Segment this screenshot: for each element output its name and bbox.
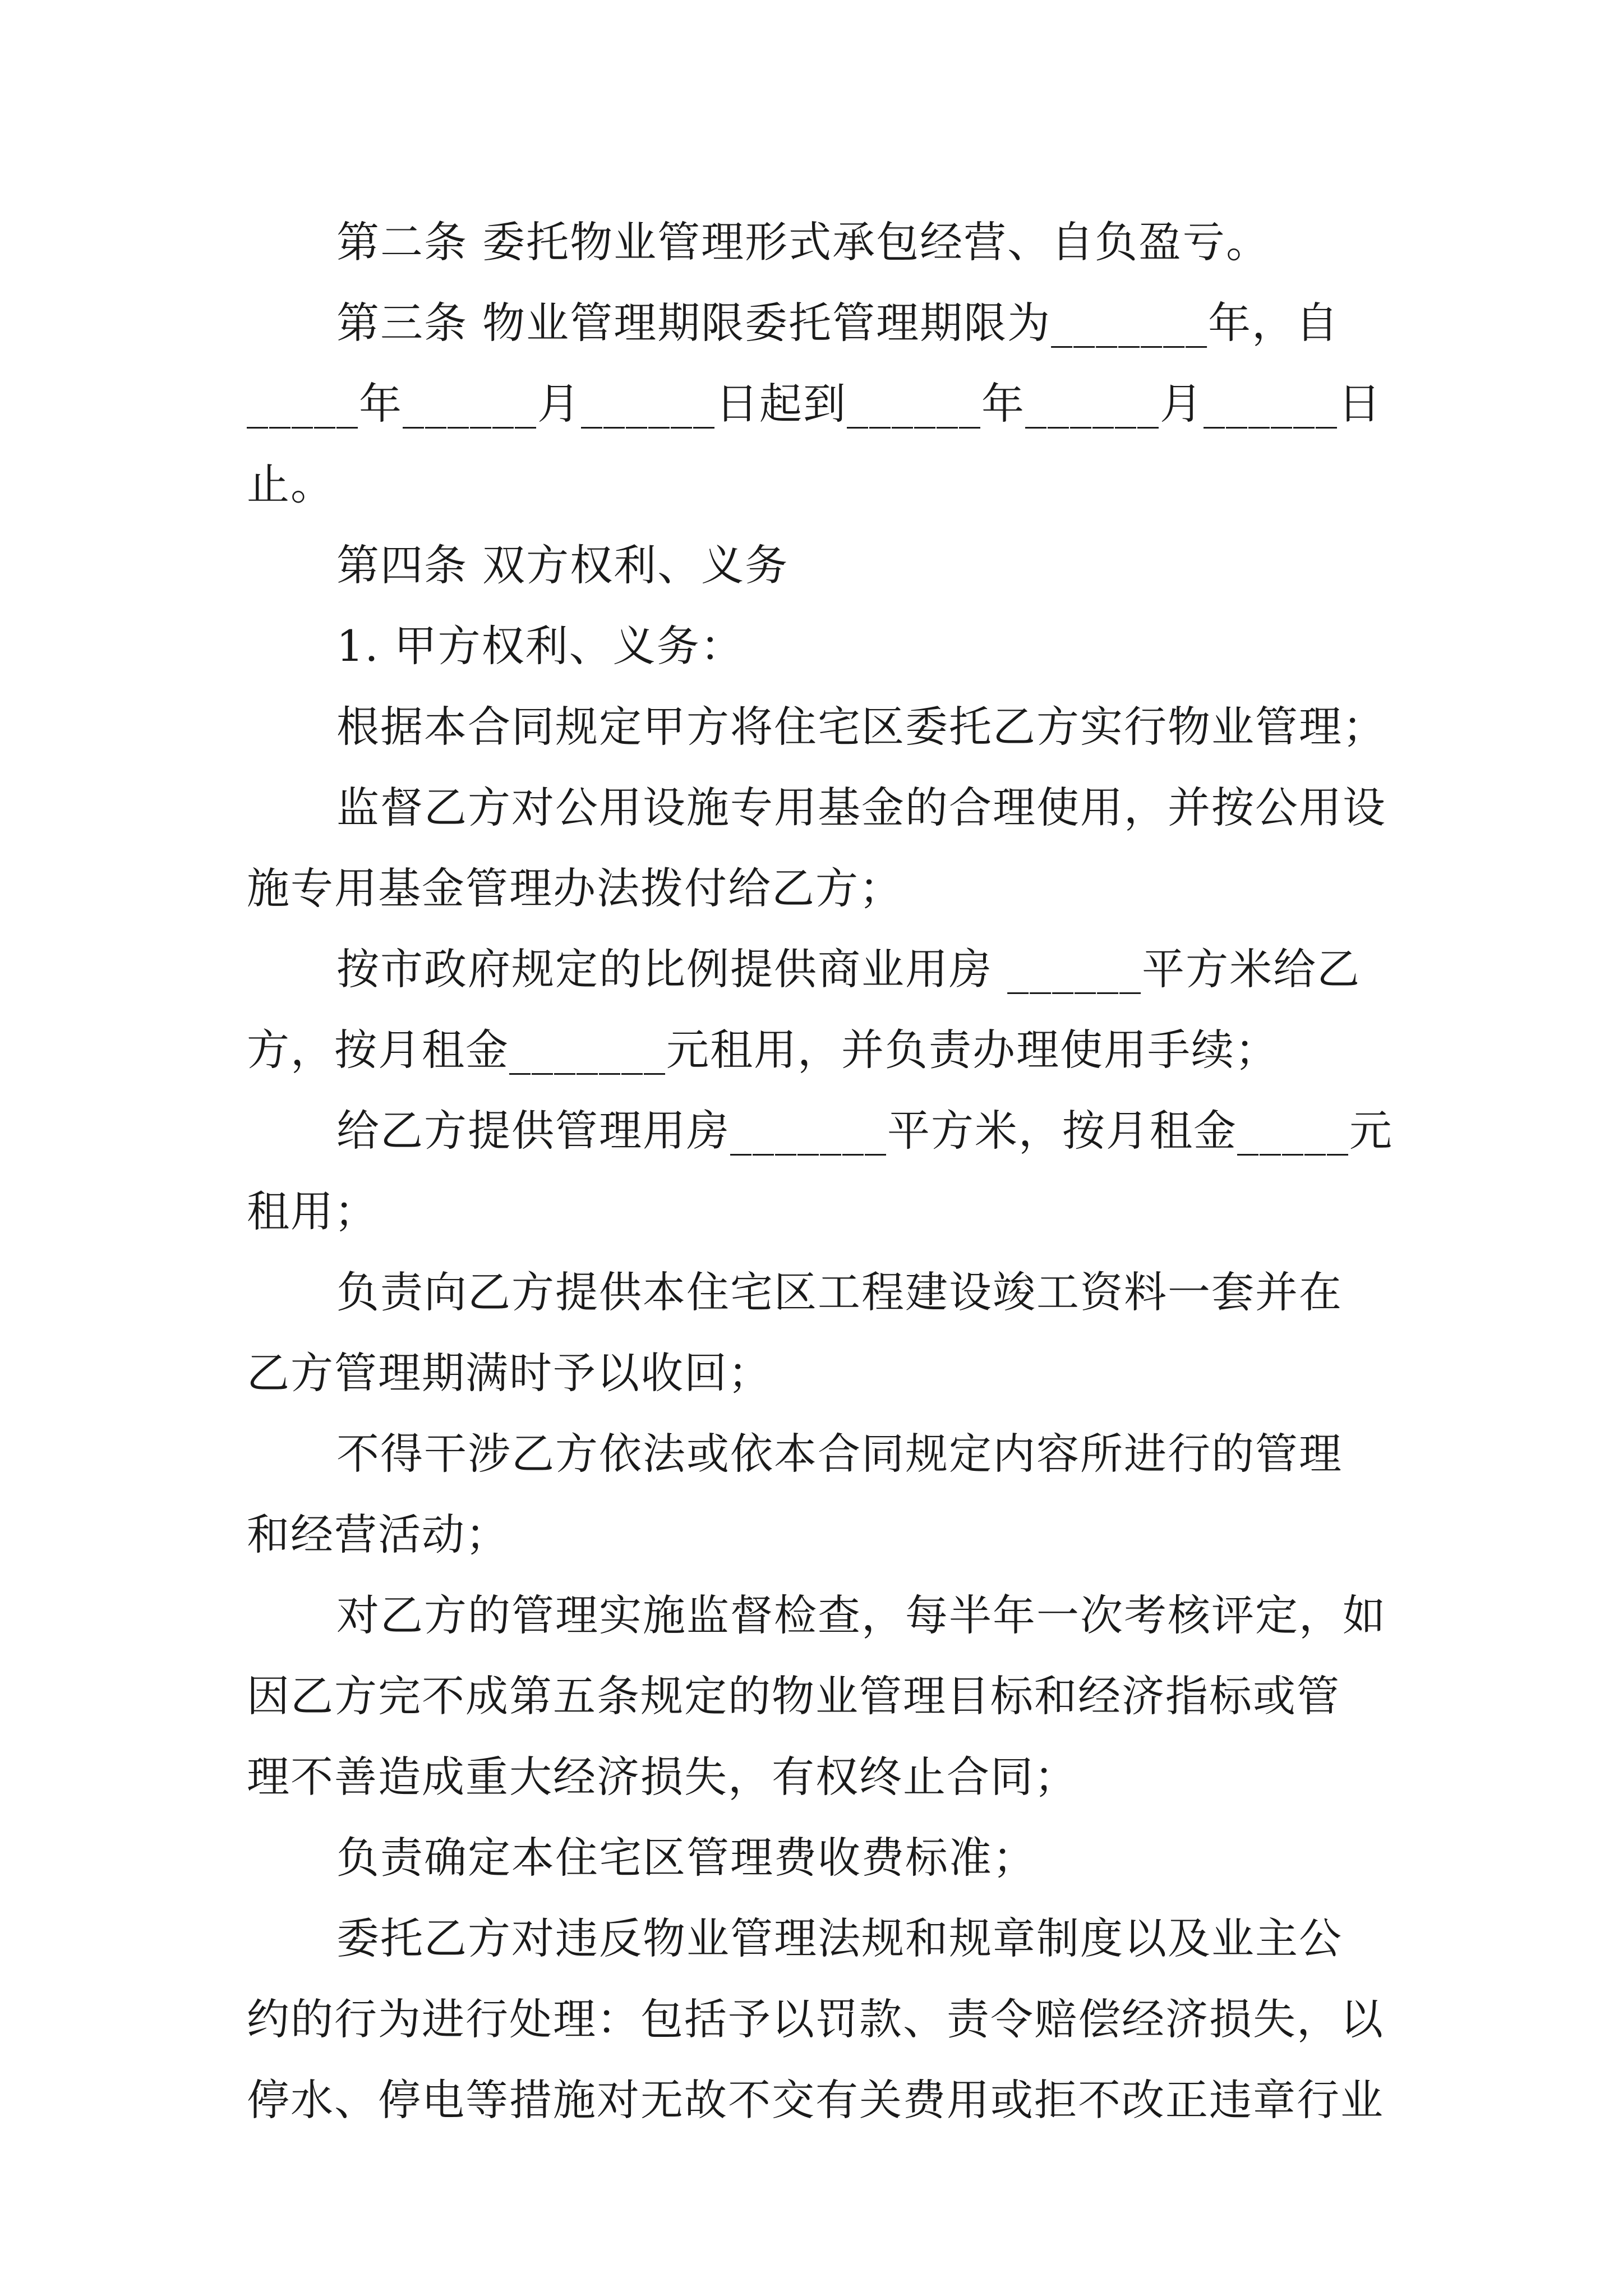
paragraph-line: 对乙方的管理实施监督检查，每半年一次考核评定，如 bbox=[336, 1590, 1386, 1640]
clause-2-line: 第二条 委托物业管理形式承包经营、自负盈亏。 bbox=[336, 217, 1270, 267]
paragraph-line: 施专用基金管理办法拨付给乙方； bbox=[247, 863, 903, 913]
paragraph-line: 方，按月租金_______元租用，并负责办理使用手续； bbox=[247, 1025, 1279, 1075]
party-a-heading: 1. 甲方权利、义务： bbox=[336, 621, 744, 671]
clause-4-heading: 第四条 双方权利、义务 bbox=[336, 540, 789, 590]
clause-3-line-3: 止。 bbox=[247, 459, 334, 509]
paragraph-line: 约的行为进行处理：包括予以罚款、责令赔偿经济损失，以 bbox=[247, 1994, 1384, 2044]
contract-text bbox=[247, 202, 1391, 2141]
paragraph-line: 给乙方提供管理用房_______平方米，按月租金_____元 bbox=[336, 1106, 1393, 1156]
paragraph-line: 按市政府规定的比例提供商业用房 ______平方米给乙 bbox=[336, 944, 1361, 994]
paragraph-line: 根据本合同规定甲方将住宅区委托乙方实行物业管理； bbox=[336, 702, 1386, 752]
paragraph-line: 委托乙方对违反物业管理法规和规章制度以及业主公 bbox=[336, 1913, 1343, 1963]
paragraph-line: 和经营活动； bbox=[247, 1510, 509, 1559]
paragraph-line: 理不善造成重大经济损失，有权终止合同； bbox=[247, 1752, 1078, 1802]
paragraph-line: 负责确定本住宅区管理费收费标准； bbox=[336, 1833, 1036, 1883]
paragraph-line: 租用； bbox=[247, 1186, 378, 1236]
paragraph-line: 监督乙方对公用设施专用基金的合理使用，并按公用设 bbox=[336, 783, 1386, 832]
clause-3-line-2: _____年______月______日起到______年______月______日 bbox=[247, 379, 1382, 429]
paragraph-line: 乙方管理期满时予以收回； bbox=[247, 1348, 772, 1398]
paragraph-line: 停水、停电等措施对无故不交有关费用或拒不改正违章行业 bbox=[247, 2075, 1384, 2125]
clause-3-line-1: 第三条 物业管理期限委托管理期限为_______年，自 bbox=[336, 298, 1340, 348]
paragraph-line: 不得干涉乙方依法或依本合同规定内容所进行的管理 bbox=[336, 1429, 1343, 1479]
paragraph-line: 因乙方完不成第五条规定的物业管理目标和经济指标或管 bbox=[247, 1671, 1340, 1721]
paragraph-line: 负责向乙方提供本住宅区工程建设竣工资料一套并在 bbox=[336, 1267, 1343, 1317]
